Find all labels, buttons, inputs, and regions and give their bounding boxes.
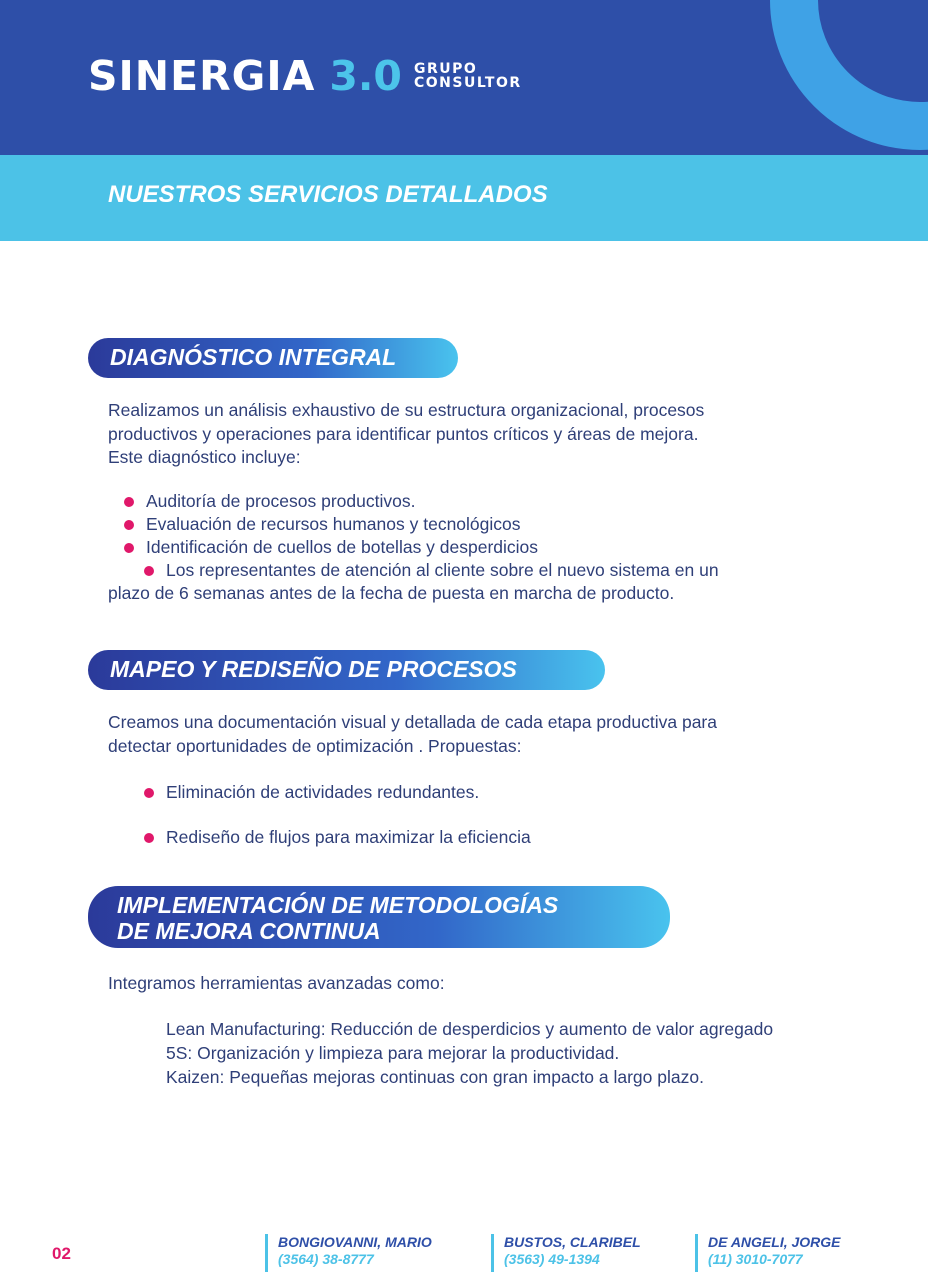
page-number: 02 xyxy=(52,1244,71,1263)
list-item-text: Evaluación de recursos humanos y tecnológicos xyxy=(146,514,521,534)
contact-name: BONGIOVANNI, MARIO xyxy=(278,1234,432,1250)
intro-line: detectar oportunidades de optimización . Propuestas: xyxy=(108,735,522,756)
list-item-text: Rediseño de flujos para maximizar la eficiencia xyxy=(166,827,531,847)
bullet-dot-icon xyxy=(144,833,154,843)
contact-name: DE ANGELI, JORGE xyxy=(708,1234,841,1250)
section-title-line-1: IMPLEMENTACIÓN DE METODOLOGÍAS xyxy=(117,892,559,918)
intro-line: Este diagnóstico incluye: xyxy=(108,447,301,467)
section-1-intro xyxy=(108,399,808,470)
list-item xyxy=(146,536,538,559)
contact-name: BUSTOS, CLARIBEL xyxy=(504,1234,641,1250)
logo-version-text: 3.0 xyxy=(329,52,402,100)
contact-card xyxy=(695,1234,841,1272)
section-title-mapeo xyxy=(88,650,605,690)
intro-line: Realizamos un análisis exhaustivo de su estructura organizacional, procesos xyxy=(108,400,705,420)
logo-sub-line-2: CONSULTOR xyxy=(413,75,522,91)
section-title-implementacion xyxy=(88,886,670,948)
section-2-intro xyxy=(108,711,808,758)
section-title-diagnostico xyxy=(88,338,458,378)
logo-subtitle xyxy=(414,62,522,90)
list-item-text: Auditoría de procesos productivos. xyxy=(146,491,416,511)
contact-phone: (11) 3010-7077 xyxy=(708,1251,803,1267)
bullet-dot-icon xyxy=(124,520,134,530)
intro-line: productivos y operaciones para identificar puntos críticos y áreas de mejora. xyxy=(108,423,699,444)
bullet-dot-icon xyxy=(144,566,154,576)
tool-item: Kaizen: Pequeñas mejoras continuas con gran impacto a largo plazo. xyxy=(166,1067,704,1087)
page-title: NUESTROS SERVICIOS DETALLADOS xyxy=(108,181,548,208)
contact-phone: (3563) 49-1394 xyxy=(504,1251,600,1267)
list-item-text: Los representantes de atención al cliente sobre el nuevo sistema en un xyxy=(166,560,719,580)
list-item xyxy=(166,826,531,849)
bullet-dot-icon xyxy=(124,543,134,553)
logo-main-text: SINERGIA xyxy=(88,52,316,100)
section-title-text: MAPEO Y REDISEÑO DE PROCESOS xyxy=(110,656,517,682)
intro-line: Creamos una documentación visual y detallada de cada etapa productiva para xyxy=(108,712,717,732)
list-item xyxy=(146,490,415,513)
tool-item: 5S: Organización y limpieza para mejorar la productividad. xyxy=(166,1043,620,1063)
decorative-arc xyxy=(770,0,928,150)
list-item xyxy=(166,781,479,804)
list-item-text: Identificación de cuellos de botellas y desperdicios xyxy=(146,537,539,557)
logo xyxy=(88,52,522,100)
list-item-text: Eliminación de actividades redundantes. xyxy=(166,782,480,802)
list-item-continuation: plazo de 6 semanas antes de la fecha de puesta en marcha de producto. xyxy=(108,583,675,603)
logo-sub-line-1: GRUPO xyxy=(413,61,478,77)
list-item xyxy=(166,559,719,582)
contact-phone: (3564) 38-8777 xyxy=(278,1251,374,1267)
contact-card xyxy=(265,1234,432,1272)
section-3-intro: Integramos herramientas avanzadas como: xyxy=(108,973,445,993)
tool-item: Lean Manufacturing: Reducción de desperdicios y aumento de valor agregado xyxy=(166,1019,774,1039)
section-title-line-2: DE MEJORA CONTINUA xyxy=(117,918,381,944)
section-title-text: DIAGNÓSTICO INTEGRAL xyxy=(110,344,397,370)
header-banner xyxy=(0,0,928,155)
bullet-dot-icon xyxy=(124,497,134,507)
list-item xyxy=(146,513,521,536)
bullet-dot-icon xyxy=(144,788,154,798)
contact-card xyxy=(491,1234,641,1272)
